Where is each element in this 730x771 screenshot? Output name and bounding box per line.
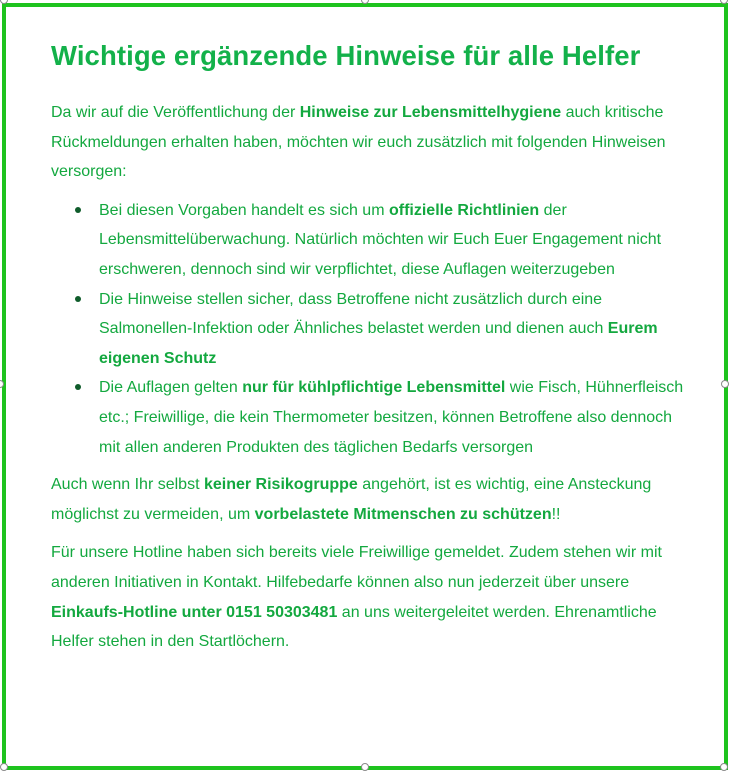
- hotline-text-1: Für unsere Hotline haben sich bereits viele Freiwillige gemeldet. Zudem stehen wir mit anderen Initiativen in Kontakt. Hilfebedarfe können also nun jederzeit über unsere: [51, 544, 662, 591]
- intro-paragraph: [51, 98, 691, 187]
- page-title: Wichtige ergänzende Hinweise für alle Helfer: [51, 40, 641, 71]
- hotline-text-2: an uns weitergeleitet werden. Ehrenamtliche Helfer stehen in den Startlöchern.: [51, 603, 657, 651]
- risk-bold-2: vorbelastete Mitmenschen zu schützen: [254, 505, 552, 523]
- bullet-text: Die Auflagen gelten: [99, 379, 243, 397]
- resize-handle-bottom-center[interactable]: [361, 763, 369, 771]
- bullet-bold: offizielle Richtlinien: [388, 201, 540, 219]
- bullet-dot-icon: [75, 384, 81, 390]
- risk-text-1: Auch wenn Ihr selbst: [51, 476, 204, 494]
- bullet-text: der Lebensmittelüberwachung. Natürlich möchten wir Euch Euer Engagement nicht erschweren, dennoch sind wir verpflichtet, diese Auflagen weiterzugeben: [99, 201, 662, 278]
- risk-paragraph: [51, 470, 691, 529]
- bullet-dot-icon: [75, 296, 81, 302]
- text-box-content[interactable]: [51, 36, 691, 657]
- risk-text-2: angehört, ist es wichtig, eine Ansteckung möglichst zu vermeiden, um: [51, 476, 652, 523]
- hotline-number: Einkaufs-Hotline unter 0151 50303481: [51, 603, 338, 621]
- bullet-list: [51, 196, 691, 462]
- bullet-text: Die Hinweise stellen sicher, dass Betroffene nicht zusätzlich durch eine Salmonellen-Infektion oder Ähnliches belastet werden und dienen auch: [99, 290, 608, 338]
- intro-text-2: auch kritische Rückmeldungen erhalten haben, möchten wir euch zusätzlich mit folgenden Hinweisen versorgen:: [51, 104, 666, 181]
- bullet-text: Bei diesen Vorgaben handelt es sich um: [99, 201, 389, 219]
- bullet-dot-icon: [75, 207, 81, 213]
- risk-bold-1: keiner Risikogruppe: [203, 476, 358, 494]
- resize-handle-bottom-right[interactable]: [720, 763, 728, 771]
- intro-bold-1: Hinweise zur Lebensmittelhygiene: [299, 104, 562, 121]
- list-item: [99, 285, 691, 374]
- hotline-paragraph: [51, 538, 691, 656]
- intro-text-1: Da wir auf die Veröffentlichung der: [51, 104, 300, 121]
- bullet-bold: nur für kühlpflichtige Lebensmittel: [242, 379, 506, 397]
- bullet-bold: Eurem eigenen Schutz: [99, 320, 658, 367]
- resize-handle-middle-right[interactable]: [721, 380, 729, 388]
- risk-text-3: !!: [551, 505, 561, 523]
- bullet-text: wie Fisch, Hühnerfleisch etc.; Freiwillige, die kein Thermometer besitzen, können Betroffene also dennoch mit allen anderen Produkten des täglichen Bedarfs versorgen: [99, 379, 684, 456]
- list-item: [99, 196, 691, 285]
- resize-handle-bottom-left[interactable]: [0, 763, 8, 771]
- list-item: [99, 373, 691, 462]
